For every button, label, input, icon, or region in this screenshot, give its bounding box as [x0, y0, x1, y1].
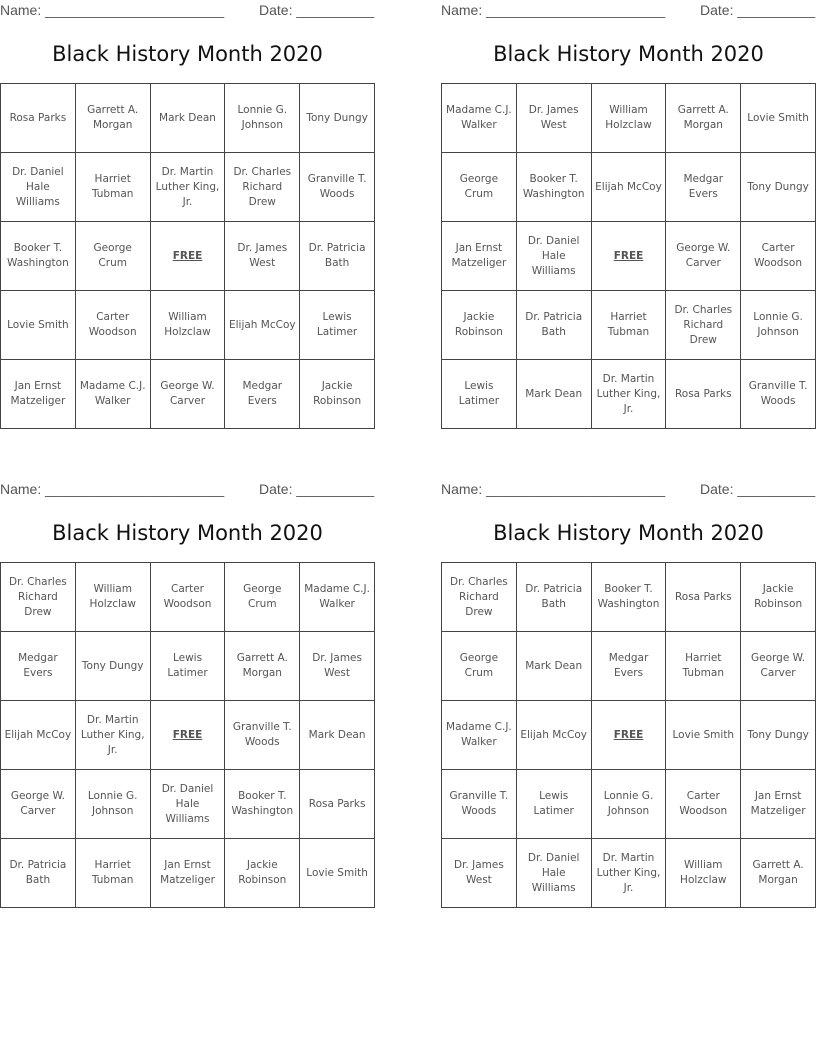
bingo-cell[interactable]: George W. Carver	[666, 222, 741, 291]
grid-row	[1, 291, 375, 360]
bingo-cell[interactable]: George Crum	[442, 153, 517, 222]
bingo-cell[interactable]: Lovie Smith	[741, 84, 816, 153]
bingo-cell[interactable]: Dr. Martin Luther King, Jr.	[150, 153, 225, 222]
bingo-cell[interactable]: Dr. Martin Luther King, Jr.	[75, 701, 150, 770]
name-date-line	[0, 479, 375, 501]
bingo-cell[interactable]: Booker T. Washington	[225, 770, 300, 839]
bingo-cell[interactable]: Mark Dean	[150, 84, 225, 153]
grid-row	[1, 153, 375, 222]
bingo-cell[interactable]: Carter Woodson	[150, 563, 225, 632]
bingo-card-3	[0, 479, 375, 886]
bingo-cell[interactable]: Garrett A. Morgan	[225, 632, 300, 701]
bingo-cell[interactable]: Elijah McCoy	[516, 701, 591, 770]
bingo-cell[interactable]: Dr. Patricia Bath	[300, 222, 375, 291]
bingo-cell[interactable]: Mark Dean	[300, 701, 375, 770]
bingo-cell[interactable]: Harriet Tubman	[666, 632, 741, 701]
bingo-cell[interactable]: Dr. Charles Richard Drew	[442, 563, 517, 632]
bingo-cell[interactable]: Jackie Robinson	[300, 360, 375, 429]
bingo-cell[interactable]: Elijah McCoy	[225, 291, 300, 360]
card-title: Black History Month 2020	[52, 521, 323, 545]
grid-row	[442, 84, 816, 153]
grid-row	[1, 222, 375, 291]
bingo-cell[interactable]: Lonnie G. Johnson	[225, 84, 300, 153]
name-date-line	[441, 0, 816, 22]
bingo-cell[interactable]: Dr. Charles Richard Drew	[225, 153, 300, 222]
bingo-cell[interactable]: Garrett A. Morgan	[666, 84, 741, 153]
bingo-cell[interactable]: Lonnie G. Johnson	[75, 770, 150, 839]
bingo-cell[interactable]: William Holzclaw	[666, 839, 741, 908]
bingo-cell[interactable]: George Crum	[75, 222, 150, 291]
bingo-cell[interactable]: Madame C.J. Walker	[75, 360, 150, 429]
bingo-grid	[441, 83, 816, 429]
bingo-cell[interactable]: Dr. Daniel Hale Williams	[516, 222, 591, 291]
bingo-cell[interactable]: Jan Ernst Matzeliger	[741, 770, 816, 839]
grid-row	[442, 701, 816, 770]
bingo-cell[interactable]: William Holzclaw	[75, 563, 150, 632]
bingo-cell[interactable]: Dr. James West	[225, 222, 300, 291]
grid-row	[1, 360, 375, 429]
bingo-grid	[441, 562, 816, 908]
bingo-card-4	[441, 479, 816, 894]
bingo-cell[interactable]: George W. Carver	[741, 632, 816, 701]
bingo-cell[interactable]: Dr. Patricia Bath	[516, 291, 591, 360]
grid-row	[1, 632, 375, 701]
card-title: Black History Month 2020	[493, 521, 764, 545]
bingo-grid	[0, 83, 375, 429]
name-field[interactable]: Name: _______________________	[0, 2, 225, 18]
bingo-cell[interactable]: Rosa Parks	[300, 770, 375, 839]
bingo-cell[interactable]: Rosa Parks	[1, 84, 76, 153]
date-field[interactable]: Date: __________	[700, 481, 816, 497]
bingo-cell[interactable]: Booker T. Washington	[591, 563, 666, 632]
bingo-cell[interactable]: William Holzclaw	[591, 84, 666, 153]
grid-row	[442, 360, 816, 429]
bingo-cell[interactable]: Jackie Robinson	[741, 563, 816, 632]
free-space-cell[interactable]: FREE	[591, 222, 666, 291]
bingo-cell[interactable]: Dr. Patricia Bath	[516, 563, 591, 632]
bingo-cell[interactable]: Lonnie G. Johnson	[741, 291, 816, 360]
grid-row	[442, 291, 816, 360]
name-field[interactable]: Name: _______________________	[441, 481, 666, 497]
bingo-cell[interactable]: Lewis Latimer	[300, 291, 375, 360]
bingo-cell[interactable]: Garrett A. Morgan	[75, 84, 150, 153]
bingo-cell[interactable]: Lewis Latimer	[150, 632, 225, 701]
bingo-cell[interactable]: Lovie Smith	[666, 701, 741, 770]
bingo-cell[interactable]: Elijah McCoy	[591, 153, 666, 222]
bingo-cell[interactable]: Jan Ernst Matzeliger	[442, 222, 517, 291]
grid-row	[1, 701, 375, 770]
free-space-cell[interactable]: FREE	[150, 222, 225, 291]
bingo-cell[interactable]: Dr. Daniel Hale Williams	[150, 770, 225, 839]
bingo-cell[interactable]: Tony Dungy	[741, 153, 816, 222]
grid-row	[1, 770, 375, 839]
grid-row	[442, 153, 816, 222]
grid-row	[442, 770, 816, 839]
name-date-line	[0, 0, 375, 22]
bingo-cell[interactable]: Mark Dean	[516, 632, 591, 701]
bingo-cell[interactable]: Granville T. Woods	[442, 770, 517, 839]
bingo-cell[interactable]: Madame C.J. Walker	[300, 563, 375, 632]
bingo-cell[interactable]: Medgar Evers	[225, 360, 300, 429]
bingo-card-1	[0, 0, 375, 407]
bingo-cell[interactable]: Rosa Parks	[666, 360, 741, 429]
bingo-cell[interactable]: Dr. Charles Richard Drew	[1, 563, 76, 632]
bingo-cell[interactable]: Granville T. Woods	[300, 153, 375, 222]
bingo-grid	[0, 562, 375, 908]
free-space-cell[interactable]: FREE	[150, 701, 225, 770]
bingo-cell[interactable]: Medgar Evers	[1, 632, 76, 701]
bingo-cell[interactable]: Granville T. Woods	[741, 360, 816, 429]
bingo-cell[interactable]: Harriet Tubman	[591, 291, 666, 360]
card-title: Black History Month 2020	[52, 42, 323, 66]
bingo-cell[interactable]: Dr. James West	[442, 839, 517, 908]
bingo-cell[interactable]: Dr. Martin Luther King, Jr.	[591, 360, 666, 429]
bingo-cell[interactable]: George Crum	[225, 563, 300, 632]
bingo-card-2	[441, 0, 816, 415]
bingo-cell[interactable]: William Holzclaw	[150, 291, 225, 360]
bingo-cell[interactable]: Lovie Smith	[300, 839, 375, 908]
bingo-cell[interactable]: Garrett A. Morgan	[741, 839, 816, 908]
bingo-cell[interactable]: Dr. James West	[516, 84, 591, 153]
bingo-cell[interactable]: Tony Dungy	[75, 632, 150, 701]
bingo-cell[interactable]: Medgar Evers	[666, 153, 741, 222]
bingo-cell[interactable]: Medgar Evers	[591, 632, 666, 701]
date-field[interactable]: Date: __________	[700, 2, 816, 18]
bingo-cell[interactable]: Jackie Robinson	[442, 291, 517, 360]
bingo-cell[interactable]: Harriet Tubman	[75, 839, 150, 908]
bingo-cell[interactable]: George W. Carver	[150, 360, 225, 429]
bingo-cell[interactable]: Harriet Tubman	[75, 153, 150, 222]
name-field[interactable]: Name: _______________________	[441, 2, 666, 18]
bingo-cell[interactable]: Lovie Smith	[1, 291, 76, 360]
grid-row	[442, 222, 816, 291]
grid-row	[442, 563, 816, 632]
bingo-cell[interactable]: Jan Ernst Matzeliger	[150, 839, 225, 908]
grid-row	[1, 563, 375, 632]
bingo-cell[interactable]: Jan Ernst Matzeliger	[1, 360, 76, 429]
date-field[interactable]: Date: __________	[259, 2, 375, 18]
bingo-cell[interactable]: Dr. James West	[300, 632, 375, 701]
bingo-cell[interactable]: Lonnie G. Johnson	[591, 770, 666, 839]
bingo-cell[interactable]: Lewis Latimer	[442, 360, 517, 429]
bingo-cell[interactable]: Dr. Martin Luther King, Jr.	[591, 839, 666, 908]
bingo-cell[interactable]: Carter Woodson	[75, 291, 150, 360]
bingo-cell[interactable]: Elijah McCoy	[1, 701, 76, 770]
bingo-cell[interactable]: Tony Dungy	[741, 701, 816, 770]
bingo-cell[interactable]: Dr. Daniel Hale Williams	[1, 153, 76, 222]
bingo-cell[interactable]: Rosa Parks	[666, 563, 741, 632]
bingo-cell[interactable]: Jackie Robinson	[225, 839, 300, 908]
bingo-cell[interactable]: Madame C.J. Walker	[442, 701, 517, 770]
bingo-cell[interactable]: George Crum	[442, 632, 517, 701]
bingo-cell[interactable]: Lewis Latimer	[516, 770, 591, 839]
bingo-cell[interactable]: George W. Carver	[1, 770, 76, 839]
free-space-cell[interactable]: FREE	[591, 701, 666, 770]
name-field[interactable]: Name: _______________________	[0, 481, 225, 497]
bingo-cell[interactable]: Tony Dungy	[300, 84, 375, 153]
bingo-cell[interactable]: Madame C.J. Walker	[442, 84, 517, 153]
bingo-cell[interactable]: Booker T. Washington	[516, 153, 591, 222]
bingo-cell[interactable]: Granville T. Woods	[225, 701, 300, 770]
grid-row	[442, 632, 816, 701]
bingo-cell[interactable]: Carter Woodson	[741, 222, 816, 291]
bingo-cell[interactable]: Dr. Charles Richard Drew	[666, 291, 741, 360]
bingo-cell[interactable]: Dr. Patricia Bath	[1, 839, 76, 908]
grid-row	[442, 839, 816, 908]
date-field[interactable]: Date: __________	[259, 481, 375, 497]
grid-row	[1, 839, 375, 908]
bingo-cell[interactable]: Carter Woodson	[666, 770, 741, 839]
name-date-line	[441, 479, 816, 501]
bingo-cell[interactable]: Mark Dean	[516, 360, 591, 429]
bingo-cell[interactable]: Dr. Daniel Hale Williams	[516, 839, 591, 908]
grid-row	[1, 84, 375, 153]
card-title: Black History Month 2020	[493, 42, 764, 66]
bingo-cell[interactable]: Booker T. Washington	[1, 222, 76, 291]
